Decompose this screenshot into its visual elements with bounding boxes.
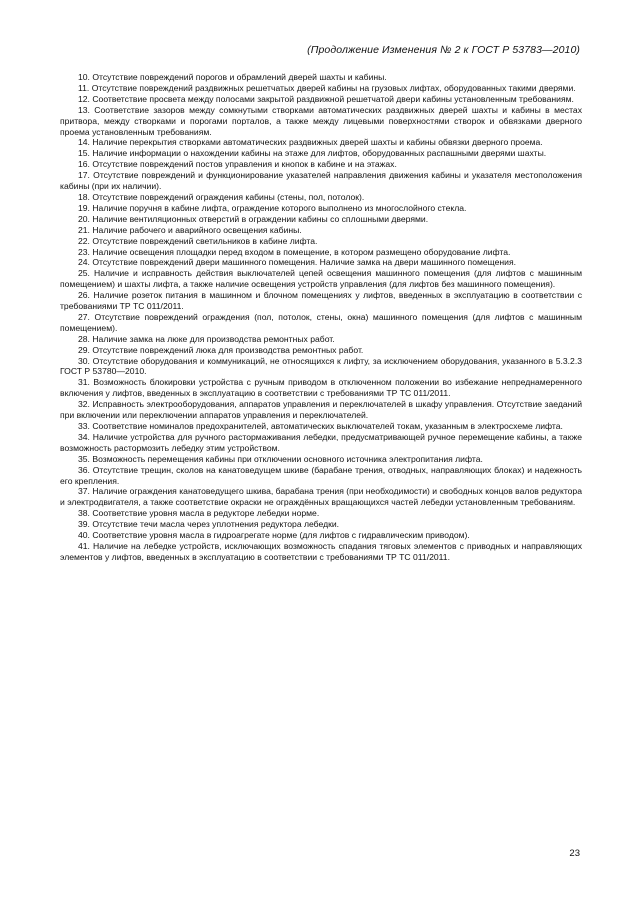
list-item: 27. Отсутствие повреждений ограждения (пол, потолок, стены, окна) машинного помещения (для лифтов с машинным помещением). xyxy=(60,311,582,333)
list-item: 40. Соответствие уровня масла в гидроагрегате норме (для лифтов с гидравлическим приводом). xyxy=(78,530,470,541)
list-item: 22. Отсутствие повреждений светильников в кабине лифта. xyxy=(78,235,318,246)
list-item: 11. Отсутствие повреждений раздвижных решетчатых дверей кабины на грузовых лифтах, оборудованных такими дверями. xyxy=(78,82,576,93)
list-item: 26. Наличие розеток питания в машинном и блочном помещениях у лифтов, введенных в эксплуатацию в соответствии с требованиями ТР ТС 011/2011. xyxy=(60,290,582,312)
list-item: 20. Наличие вентиляционных отверстий в ограждении кабины со сплошными дверями. xyxy=(78,213,429,224)
list-item: 10. Отсутствие повреждений порогов и обрамлений дверей шахты и кабины. xyxy=(78,72,387,82)
list-item: 35. Возможность перемещения кабины при отключении основного источника электропитания лифта. xyxy=(78,453,483,464)
list-item: 12. Соответствие просвета между полосами закрытой раздвижной решетчатой двери кабины установленным требованиям. xyxy=(78,93,574,104)
list-item: 24. Отсутствие повреждений двери машинного помещения. Наличие замка на двери машинного помещения. xyxy=(78,257,516,268)
list-item: 23. Наличие освещения площадки перед входом в помещение, в котором размещено оборудование лифта. xyxy=(78,246,511,257)
list-item: 37. Наличие ограждения канатоведущего шкива, барабана трения (при необходимости) и свободных концов валов редуктора и электродвигателя, а также соответствие окраски не ограждённых вращающихся частей лебедки установленным требованиям. xyxy=(60,486,582,508)
list-item: 32. Исправность электрооборудования, аппаратов управления и переключателей в шкафу управления. Отсутствие заеданий при включении или переключении аппаратов управления и переключателей. xyxy=(60,399,582,421)
list-item: 31. Возможность блокировки устройства с ручным приводом в отключенном положении во избежание непреднамеренного включения у лифтов, введенных в эксплуатацию в соответствии с требованиями ТР ТС 011/2011. xyxy=(60,377,582,399)
list-item: 30. Отсутствие оборудования и коммуникаций, не относящихся к лифту, за исключением оборудования, указанного в 5.3.2.3 ГОСТ Р 53780—2010. xyxy=(60,355,582,377)
list-item: 41. Наличие на лебедке устройств, исключающих возможность спадания тяговых элементов с приводных и направляющих элементов у лифтов, введенных в эксплуатацию в соответствии с требованиями ТР ТС 011/2011. xyxy=(60,540,582,562)
list-item: 17. Отсутствие повреждений и функционирование указателей направления движения кабины и указателя местоположения кабины (при их наличии). xyxy=(60,170,582,192)
list-item: 14. Наличие перекрытия створками автоматических раздвижных дверей шахты и кабины обвязки дверного проема. xyxy=(78,137,543,148)
list-item: 36. Отсутствие трещин, сколов на канатоведущем шкиве (барабане трения, отводных, направляющих блоках) и надежность его крепления. xyxy=(60,464,582,486)
page-header: (Продолжение Изменения № 2 к ГОСТ Р 53783—2010) xyxy=(307,44,580,56)
list-item: 19. Наличие поручня в кабине лифта, ограждение которого выполнено из многослойного стекла. xyxy=(78,202,467,213)
list-item: 28. Наличие замка на люке для производства ремонтных работ. xyxy=(78,333,335,344)
list-item: 21. Наличие рабочего и аварийного освещения кабины. xyxy=(78,224,302,235)
page-number: 23 xyxy=(569,848,580,859)
list-item: 29. Отсутствие повреждений люка для производства ремонтных работ. xyxy=(78,344,364,355)
list-item: 15. Наличие информации о нахождении кабины на этаже для лифтов, оборудованных распашными дверями шахты. xyxy=(78,148,547,159)
list-item: 13. Соответствие зазоров между сомкнутыми створками автоматических раздвижных дверей шахты и кабины в местах притвора, между створками и порогами порталов, а также между лицевыми поверхностями створок и обвязками дверного проема установленным требованиям. xyxy=(60,104,582,137)
list-item: 16. Отсутствие повреждений постов управления и кнопок в кабине и на этажах. xyxy=(78,159,397,170)
list-item: 25. Наличие и исправность действия выключателей цепей освещения машинного помещения (для лифтов с машинным помещением) и шахты лифта, а также наличие освещения устройств управления (для лифтов без машинного помещения). xyxy=(60,268,582,290)
list-item: 33. Соответствие номиналов предохранителей, автоматических выключателей токам, указанным в электросхеме лифта. xyxy=(78,421,563,431)
list-item: 39. Отсутствие течи масла через уплотнения редуктора лебедки. xyxy=(78,519,340,530)
list-item: 18. Отсутствие повреждений ограждения кабины (стены, пол, потолок). xyxy=(78,191,365,202)
document-body xyxy=(60,72,582,563)
list-item: 34. Наличие устройства для ручного растормаживания лебедки, предусматривающей ручное перемещение кабины, а также возможность растормозить лебедку этим устройством. xyxy=(60,431,582,453)
list-item: 38. Соответствие уровня масла в редукторе лебедки норме. xyxy=(78,508,320,519)
